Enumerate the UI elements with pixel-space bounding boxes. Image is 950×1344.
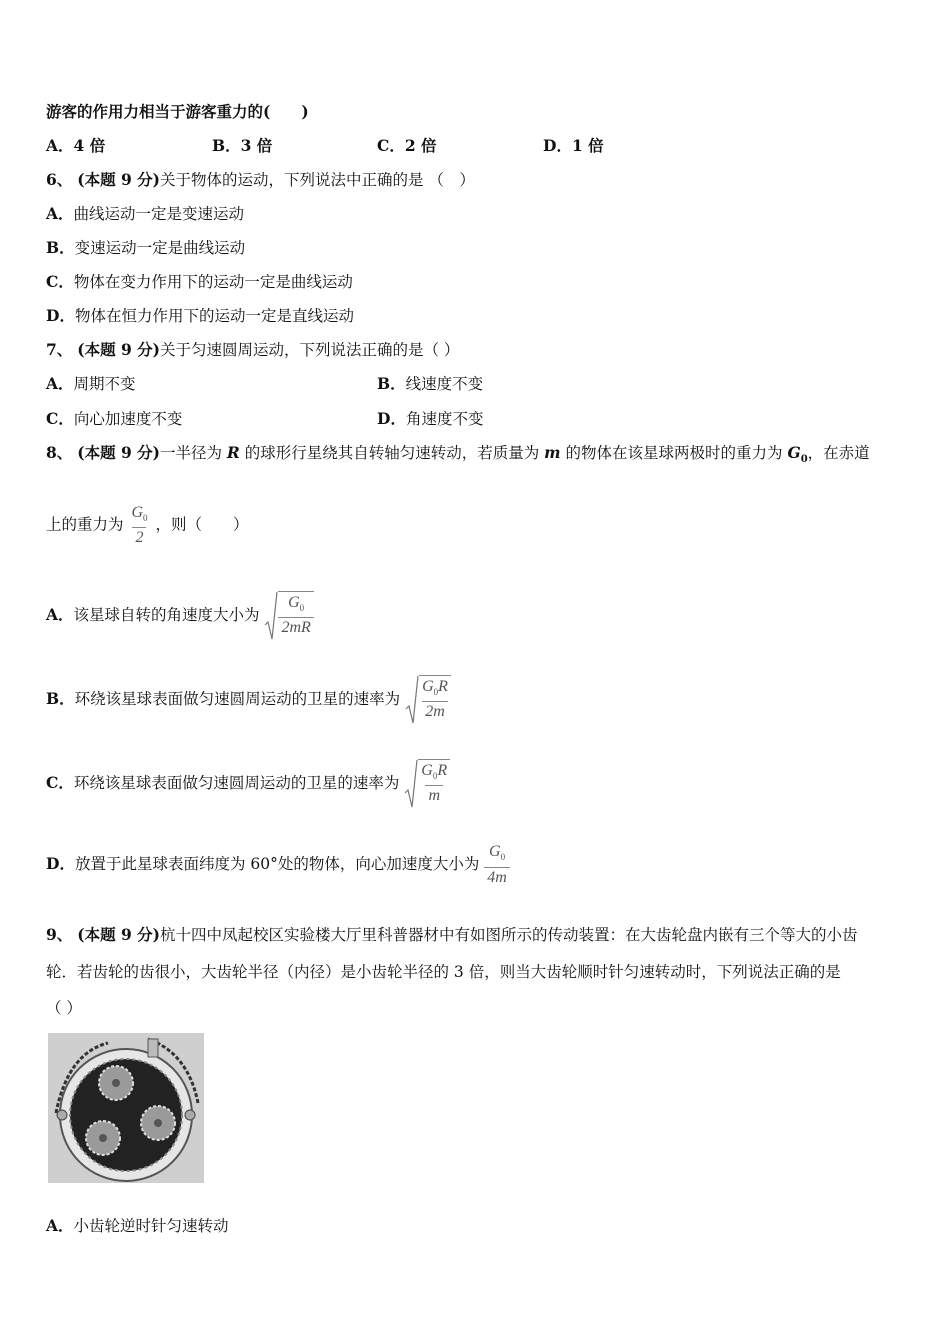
q8-option-b: B．环绕该星球表面做匀速圆周运动的卫星的速率为 $\frac{G_0R}{2m}$ <box>46 674 451 725</box>
q5-option-b: B．3 倍 <box>212 136 273 155</box>
q9-stem-line3: （ ） <box>46 999 82 1017</box>
fraction-g0-over-2: $\frac{G_0}{2}$ <box>131 504 148 547</box>
q9-stem: 9、 (本题 9 分)杭十四中凤起校区实验楼大厅里科普器材中有如图所示的传动装置：在大齿轮盘内嵌有三个等大的小齿 <box>46 925 858 944</box>
q7-option-a: A．周期不变 <box>46 374 136 393</box>
fraction-g0-over-4m: $\frac{G_0}{4m}$ <box>484 843 510 886</box>
q7-option-d: D．角速度不变 <box>377 409 484 428</box>
sqrt-expression: $\frac{G_0R}{m}$ <box>404 759 450 809</box>
q6-option-a: A．曲线运动一定是变速运动 <box>46 204 245 223</box>
q8-option-a: A．该星球自转的角速度大小为 $\frac{G_0}{2mR}$ <box>46 590 314 641</box>
q5-option-a: A．4 倍 <box>46 136 106 155</box>
q8-stem-line2: 上的重力为 $\frac{G_0}{2}$ ，则（ ） <box>46 504 249 547</box>
q5-stem-cont: 游客的作用力相当于游客重力的( ) <box>46 102 309 121</box>
sqrt-expression: $\frac{G_0}{2mR}$ <box>264 591 313 641</box>
q5-option-d: D．1 倍 <box>543 136 604 155</box>
q6-stem: 6、 (本题 9 分)关于物体的运动，下列说法中正确的是 （ ） <box>46 170 475 189</box>
q8-stem: 8、 (本题 9 分)一半径为 R 的球形行星绕其自转轴匀速转动，若质量为 m 的物体在该星球两极时的重力为 $G_0$，在赤道 <box>46 443 870 466</box>
q9-stem-line2: 轮．若齿轮的齿很小，大齿轮半径（内径）是小齿轮半径的 3 倍，则当大齿轮顺时针匀速转动时，下列说法正确的是 <box>46 963 841 981</box>
q5-option-c: C．2 倍 <box>377 136 437 155</box>
q9-option-a: A．小齿轮逆时针匀速转动 <box>46 1216 229 1235</box>
gear-drawing <box>48 1033 204 1183</box>
sqrt-expression: $\frac{G_0R}{2m}$ <box>405 675 451 725</box>
q8-option-d: D．放置于此星球表面纬度为 60°处的物体，向心加速度大小为 $\frac{G_0}{4m}$ <box>46 840 510 888</box>
q8-option-c: C．环绕该星球表面做匀速圆周运动的卫星的速率为 $\frac{G_0R}{m}$ <box>46 758 450 809</box>
gear-mechanism-photo <box>48 1033 204 1183</box>
q6-option-b: B．变速运动一定是曲线运动 <box>46 238 246 257</box>
q7-option-b: B．线速度不变 <box>377 374 484 393</box>
q7-stem: 7、 (本题 9 分)关于匀速圆周运动，下列说法正确的是（ ） <box>46 340 460 359</box>
q6-option-c: C．物体在变力作用下的运动一定是曲线运动 <box>46 272 353 291</box>
q7-option-c: C．向心加速度不变 <box>46 409 183 428</box>
q6-option-d: D．物体在恒力作用下的运动一定是直线运动 <box>46 306 354 325</box>
